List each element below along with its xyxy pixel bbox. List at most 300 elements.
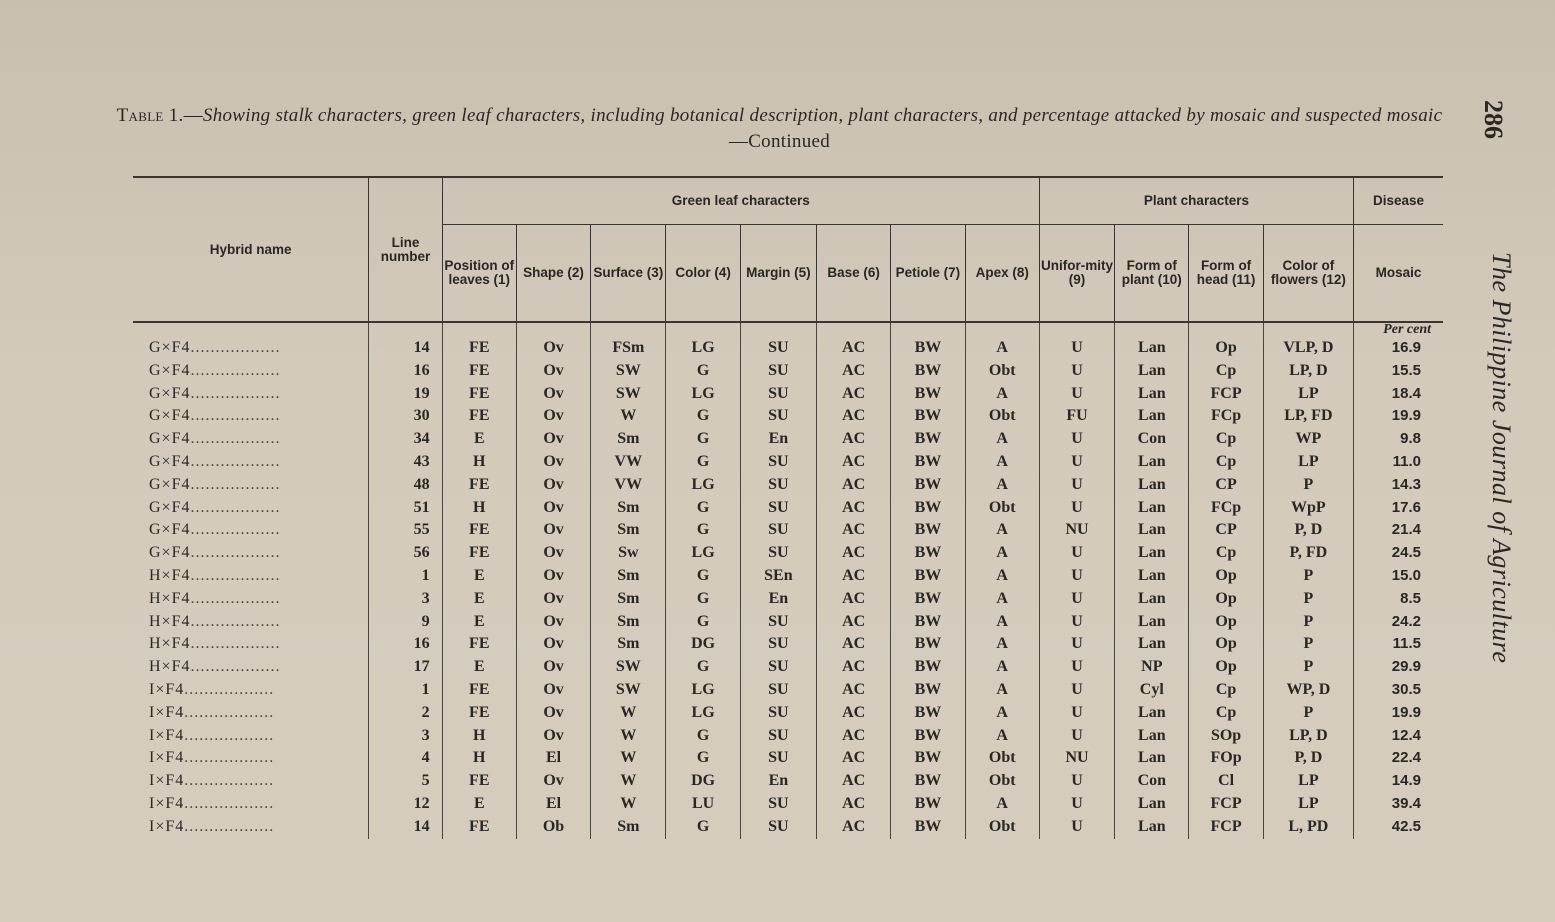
caption-continued: —Continued xyxy=(728,131,831,152)
table-row xyxy=(133,428,1443,451)
char-cell: BW xyxy=(891,497,965,520)
char-cell: Op xyxy=(1189,565,1263,588)
leader-dots: .................. xyxy=(190,589,281,607)
char-cell: El xyxy=(516,793,590,816)
char-cell: FE xyxy=(442,679,516,702)
char-cell: SU xyxy=(740,360,816,383)
table-row xyxy=(133,588,1443,611)
leader-dots: .................. xyxy=(190,384,281,402)
char-cell: VW xyxy=(591,451,666,474)
leader-dots: .................. xyxy=(190,361,281,379)
char-cell: U xyxy=(1039,542,1114,565)
char-cell: P, D xyxy=(1263,747,1353,770)
char-cell: Cl xyxy=(1189,770,1263,793)
char-cell: FE xyxy=(442,405,516,428)
mosaic-cell: 24.2 xyxy=(1354,611,1443,634)
char-cell: Sm xyxy=(591,633,666,656)
table-body xyxy=(133,322,1443,839)
char-cell: AC xyxy=(817,337,891,360)
hybrid-name: G×F4 xyxy=(149,430,191,448)
char-cell: FE xyxy=(442,633,516,656)
char-cell: En xyxy=(740,588,816,611)
char-cell: E xyxy=(442,656,516,679)
char-cell: A xyxy=(965,725,1039,748)
char-cell: U xyxy=(1039,656,1114,679)
char-cell: SU xyxy=(740,679,816,702)
char-cell: BW xyxy=(891,702,965,725)
char-cell: Ov xyxy=(516,360,590,383)
char-cell: FE xyxy=(442,360,516,383)
char-cell: Ov xyxy=(516,656,590,679)
char-cell: BW xyxy=(891,565,965,588)
hybrid-name: G×F4 xyxy=(149,544,191,562)
line-number-cell: 43 xyxy=(369,451,442,474)
char-cell: U xyxy=(1039,451,1114,474)
char-cell: BW xyxy=(891,337,965,360)
char-cell: Obt xyxy=(965,360,1039,383)
char-cell: LG xyxy=(666,474,740,497)
mosaic-cell: 29.9 xyxy=(1354,656,1443,679)
char-cell: Op xyxy=(1189,633,1263,656)
char-cell: FE xyxy=(442,542,516,565)
char-cell: A xyxy=(965,611,1039,634)
char-cell: AC xyxy=(817,360,891,383)
char-cell: FE xyxy=(442,770,516,793)
char-cell: U xyxy=(1039,428,1114,451)
hybrid-name: G×F4 xyxy=(149,407,191,425)
char-cell: Ov xyxy=(516,770,590,793)
char-cell: Ov xyxy=(516,337,590,360)
caption-label: Table 1. xyxy=(116,105,184,126)
char-cell: E xyxy=(442,793,516,816)
char-cell: Sm xyxy=(591,588,666,611)
char-cell: SU xyxy=(740,451,816,474)
char-cell: Con xyxy=(1115,770,1189,793)
char-cell: BW xyxy=(891,428,965,451)
char-cell: A xyxy=(965,679,1039,702)
table-row xyxy=(133,816,1443,839)
char-cell: W xyxy=(591,793,666,816)
char-cell: P xyxy=(1263,474,1353,497)
char-cell: FOp xyxy=(1189,747,1263,770)
char-cell: Ov xyxy=(516,611,590,634)
col-form-of-plant: Form of plant (10) xyxy=(1115,225,1189,323)
char-cell: H xyxy=(442,497,516,520)
hybrid-name-cell xyxy=(133,474,369,497)
hybrid-name-cell xyxy=(133,793,369,816)
leader-dots: .................. xyxy=(184,726,275,744)
char-cell: LP xyxy=(1263,383,1353,406)
line-number-cell: 51 xyxy=(369,497,442,520)
char-cell: Sm xyxy=(591,497,666,520)
char-cell: W xyxy=(591,702,666,725)
hybrid-name-cell xyxy=(133,360,369,383)
char-cell: Ov xyxy=(516,679,590,702)
char-cell: AC xyxy=(817,588,891,611)
col-mosaic: Mosaic xyxy=(1354,225,1443,323)
char-cell: A xyxy=(965,565,1039,588)
char-cell: Ob xyxy=(516,816,590,839)
line-number-cell: 34 xyxy=(369,428,442,451)
char-cell: NU xyxy=(1039,519,1114,542)
caption-title: Showing stalk characters, green leaf characters, including botanical description, plant characters, and percentage attacked by mosaic and suspected mosaic xyxy=(202,105,1443,126)
char-cell: DG xyxy=(666,633,740,656)
col-hybrid-name: Hybrid name xyxy=(133,177,369,322)
line-number-cell: 14 xyxy=(369,337,442,360)
mosaic-cell: 24.5 xyxy=(1354,542,1443,565)
mosaic-cell: 22.4 xyxy=(1354,747,1443,770)
char-cell: Obt xyxy=(965,747,1039,770)
char-cell: Lan xyxy=(1115,474,1189,497)
char-cell: H xyxy=(442,451,516,474)
char-cell: Lan xyxy=(1115,565,1189,588)
char-cell: A xyxy=(965,633,1039,656)
hybrid-name: G×F4 xyxy=(149,384,191,402)
table-row xyxy=(133,656,1443,679)
char-cell: Sm xyxy=(591,428,666,451)
char-cell: Lan xyxy=(1115,611,1189,634)
mosaic-cell: 42.5 xyxy=(1354,816,1443,839)
char-cell: G xyxy=(666,360,740,383)
hybrid-name: I×F4 xyxy=(149,703,185,721)
char-cell: BW xyxy=(891,770,965,793)
mosaic-cell: 21.4 xyxy=(1354,519,1443,542)
line-number-cell: 1 xyxy=(369,565,442,588)
char-cell: U xyxy=(1039,611,1114,634)
hybrid-name: G×F4 xyxy=(149,521,191,539)
char-cell: LU xyxy=(666,793,740,816)
leader-dots: .................. xyxy=(190,566,281,584)
char-cell: Cyl xyxy=(1115,679,1189,702)
char-cell: Sm xyxy=(591,816,666,839)
hybrid-name: I×F4 xyxy=(149,817,185,835)
char-cell: FE xyxy=(442,337,516,360)
char-cell: Cp xyxy=(1189,679,1263,702)
char-cell: SU xyxy=(740,405,816,428)
col-petiole: Petiole (7) xyxy=(891,225,965,323)
char-cell: G xyxy=(666,497,740,520)
table-row xyxy=(133,793,1443,816)
char-cell: U xyxy=(1039,474,1114,497)
char-cell: AC xyxy=(817,383,891,406)
line-number-cell: 16 xyxy=(369,633,442,656)
line-number-cell: 1 xyxy=(369,679,442,702)
char-cell: FCP xyxy=(1189,793,1263,816)
leader-dots: .................. xyxy=(190,430,281,448)
line-number-cell: 55 xyxy=(369,519,442,542)
hybrid-name: I×F4 xyxy=(149,726,185,744)
char-cell: BW xyxy=(891,747,965,770)
table-row xyxy=(133,383,1443,406)
hybrid-name: H×F4 xyxy=(149,589,191,607)
char-cell: BW xyxy=(891,679,965,702)
col-color: Color (4) xyxy=(666,225,740,323)
char-cell: Obt xyxy=(965,497,1039,520)
char-cell: W xyxy=(591,725,666,748)
char-cell: BW xyxy=(891,474,965,497)
char-cell: U xyxy=(1039,770,1114,793)
char-cell: P, FD xyxy=(1263,542,1353,565)
char-cell: SU xyxy=(740,337,816,360)
char-cell: P xyxy=(1263,702,1353,725)
char-cell: LG xyxy=(666,679,740,702)
char-cell: A xyxy=(965,702,1039,725)
char-cell: Sm xyxy=(591,565,666,588)
char-cell: Lan xyxy=(1115,793,1189,816)
char-cell: U xyxy=(1039,360,1114,383)
mosaic-cell: 9.8 xyxy=(1354,428,1443,451)
char-cell: WP, D xyxy=(1263,679,1353,702)
char-cell: Ov xyxy=(516,519,590,542)
leader-dots: .................. xyxy=(190,658,281,676)
data-table xyxy=(133,176,1443,839)
char-cell: E xyxy=(442,565,516,588)
line-number-cell: 3 xyxy=(369,725,442,748)
unit-row xyxy=(133,322,1443,337)
leader-dots: .................. xyxy=(184,772,275,790)
mosaic-cell: 30.5 xyxy=(1354,679,1443,702)
char-cell: P xyxy=(1263,588,1353,611)
char-cell: Obt xyxy=(965,770,1039,793)
char-cell: Op xyxy=(1189,337,1263,360)
char-cell: AC xyxy=(817,725,891,748)
char-cell: Lan xyxy=(1115,451,1189,474)
table-row xyxy=(133,519,1443,542)
table-row xyxy=(133,360,1443,383)
char-cell: AC xyxy=(817,793,891,816)
char-cell: Ov xyxy=(516,633,590,656)
char-cell: SU xyxy=(740,474,816,497)
char-cell: Ov xyxy=(516,565,590,588)
line-number-cell: 56 xyxy=(369,542,442,565)
char-cell: FCp xyxy=(1189,405,1263,428)
leader-dots: .................. xyxy=(190,339,281,356)
table-row xyxy=(133,725,1443,748)
group-plant: Plant characters xyxy=(1039,177,1353,225)
char-cell: A xyxy=(965,337,1039,360)
char-cell: U xyxy=(1039,588,1114,611)
char-cell: W xyxy=(591,770,666,793)
col-apex: Apex (8) xyxy=(965,225,1039,323)
char-cell: A xyxy=(965,451,1039,474)
hybrid-name: G×F4 xyxy=(149,361,191,379)
char-cell: G xyxy=(666,588,740,611)
char-cell: A xyxy=(965,656,1039,679)
hybrid-name-cell xyxy=(133,725,369,748)
mosaic-cell: 18.4 xyxy=(1354,383,1443,406)
leader-dots: .................. xyxy=(190,612,281,630)
line-number-cell: 4 xyxy=(369,747,442,770)
hybrid-name-cell xyxy=(133,542,369,565)
line-number-cell: 30 xyxy=(369,405,442,428)
char-cell: AC xyxy=(817,633,891,656)
hybrid-name-cell xyxy=(133,588,369,611)
char-cell: SU xyxy=(740,383,816,406)
leader-dots: .................. xyxy=(184,794,275,812)
char-cell: U xyxy=(1039,679,1114,702)
char-cell: Lan xyxy=(1115,405,1189,428)
char-cell: W xyxy=(591,747,666,770)
char-cell: BW xyxy=(891,588,965,611)
caption-dash: — xyxy=(183,105,203,126)
char-cell: SW xyxy=(591,360,666,383)
char-cell: BW xyxy=(891,519,965,542)
char-cell: AC xyxy=(817,702,891,725)
leader-dots: .................. xyxy=(184,749,275,767)
char-cell: Lan xyxy=(1115,519,1189,542)
mosaic-cell: 11.0 xyxy=(1354,451,1443,474)
char-cell: FCP xyxy=(1189,383,1263,406)
char-cell: FSm xyxy=(591,337,666,360)
char-cell: SU xyxy=(740,816,816,839)
char-cell: En xyxy=(740,428,816,451)
char-cell: BW xyxy=(891,451,965,474)
char-cell: Ov xyxy=(516,405,590,428)
char-cell: AC xyxy=(817,611,891,634)
char-cell: U xyxy=(1039,337,1114,360)
mosaic-cell: 12.4 xyxy=(1354,725,1443,748)
hybrid-name: I×F4 xyxy=(149,772,185,790)
char-cell: LG xyxy=(666,542,740,565)
char-cell: AC xyxy=(817,519,891,542)
line-number-cell: 12 xyxy=(369,793,442,816)
hybrid-name-cell xyxy=(133,633,369,656)
char-cell: FE xyxy=(442,519,516,542)
hybrid-name: H×F4 xyxy=(149,635,191,653)
table-row xyxy=(133,747,1443,770)
hybrid-name-cell xyxy=(133,702,369,725)
mosaic-cell: 14.3 xyxy=(1354,474,1443,497)
char-cell: A xyxy=(965,474,1039,497)
hybrid-name: I×F4 xyxy=(149,749,185,767)
char-cell: SU xyxy=(740,656,816,679)
char-cell: LG xyxy=(666,383,740,406)
char-cell: G xyxy=(666,451,740,474)
char-cell: CP xyxy=(1189,519,1263,542)
page-number: 286 xyxy=(1479,100,1508,139)
char-cell: LP, D xyxy=(1263,360,1353,383)
char-cell: P xyxy=(1263,633,1353,656)
char-cell: LG xyxy=(666,702,740,725)
table-row xyxy=(133,542,1443,565)
line-number-cell: 5 xyxy=(369,770,442,793)
col-surface: Surface (3) xyxy=(591,225,666,323)
col-uniformity: Unifor-mity (9) xyxy=(1039,225,1114,323)
char-cell: L, PD xyxy=(1263,816,1353,839)
char-cell: LP xyxy=(1263,451,1353,474)
char-cell: E xyxy=(442,611,516,634)
table-caption xyxy=(112,103,1447,155)
mosaic-cell: 39.4 xyxy=(1354,793,1443,816)
char-cell: G xyxy=(666,747,740,770)
hybrid-name-cell xyxy=(133,405,369,428)
char-cell: U xyxy=(1039,383,1114,406)
char-cell: Ov xyxy=(516,702,590,725)
hybrid-name: H×F4 xyxy=(149,612,191,630)
char-cell: BW xyxy=(891,656,965,679)
leader-dots: .................. xyxy=(184,703,275,721)
table-row xyxy=(133,405,1443,428)
mosaic-cell: 11.5 xyxy=(1354,633,1443,656)
mosaic-cell: 15.5 xyxy=(1354,360,1443,383)
table-row xyxy=(133,497,1443,520)
char-cell: Con xyxy=(1115,428,1189,451)
char-cell: Lan xyxy=(1115,725,1189,748)
line-number-cell: 17 xyxy=(369,656,442,679)
char-cell: U xyxy=(1039,816,1114,839)
char-cell: BW xyxy=(891,816,965,839)
char-cell: H xyxy=(442,725,516,748)
char-cell: Lan xyxy=(1115,702,1189,725)
char-cell: NP xyxy=(1115,656,1189,679)
hybrid-name-cell xyxy=(133,679,369,702)
hybrid-name-cell xyxy=(133,565,369,588)
char-cell: P xyxy=(1263,565,1353,588)
leader-dots: .................. xyxy=(190,635,281,653)
char-cell: SEn xyxy=(740,565,816,588)
hybrid-name: I×F4 xyxy=(149,794,185,812)
char-cell: SU xyxy=(740,702,816,725)
char-cell: FE xyxy=(442,474,516,497)
hybrid-name-cell xyxy=(133,816,369,839)
char-cell: DG xyxy=(666,770,740,793)
hybrid-name-cell xyxy=(133,451,369,474)
group-header-row xyxy=(133,177,1443,225)
col-base: Base (6) xyxy=(817,225,891,323)
table-row xyxy=(133,679,1443,702)
char-cell: SU xyxy=(740,542,816,565)
char-cell: WP xyxy=(1263,428,1353,451)
char-cell: AC xyxy=(817,497,891,520)
hybrid-name-cell xyxy=(133,497,369,520)
leader-dots: .................. xyxy=(190,475,281,493)
line-number-cell: 3 xyxy=(369,588,442,611)
char-cell: SW xyxy=(591,383,666,406)
col-position: Position of leaves (1) xyxy=(442,225,516,323)
char-cell: U xyxy=(1039,702,1114,725)
char-cell: Ov xyxy=(516,725,590,748)
char-cell: Lan xyxy=(1115,360,1189,383)
leader-dots: .................. xyxy=(190,544,281,562)
leader-dots: .................. xyxy=(184,817,275,835)
char-cell: AC xyxy=(817,428,891,451)
hybrid-name: G×F4 xyxy=(149,498,191,516)
char-cell: AC xyxy=(817,656,891,679)
char-cell: Ov xyxy=(516,588,590,611)
char-cell: NU xyxy=(1039,747,1114,770)
char-cell: AC xyxy=(817,405,891,428)
char-cell: LP, D xyxy=(1263,725,1353,748)
line-number-cell: 9 xyxy=(369,611,442,634)
char-cell: Ov xyxy=(516,428,590,451)
char-cell: Ov xyxy=(516,451,590,474)
char-cell: A xyxy=(965,542,1039,565)
mosaic-cell: 8.5 xyxy=(1354,588,1443,611)
leader-dots: .................. xyxy=(184,680,275,698)
col-margin: Margin (5) xyxy=(740,225,816,323)
hybrid-name-cell xyxy=(133,747,369,770)
char-cell: Lan xyxy=(1115,747,1189,770)
char-cell: G xyxy=(666,611,740,634)
char-cell: En xyxy=(740,770,816,793)
leader-dots: .................. xyxy=(190,521,281,539)
table-row xyxy=(133,702,1443,725)
char-cell: G xyxy=(666,656,740,679)
char-cell: G xyxy=(666,725,740,748)
char-cell: U xyxy=(1039,725,1114,748)
char-cell: E xyxy=(442,428,516,451)
char-cell: FU xyxy=(1039,405,1114,428)
